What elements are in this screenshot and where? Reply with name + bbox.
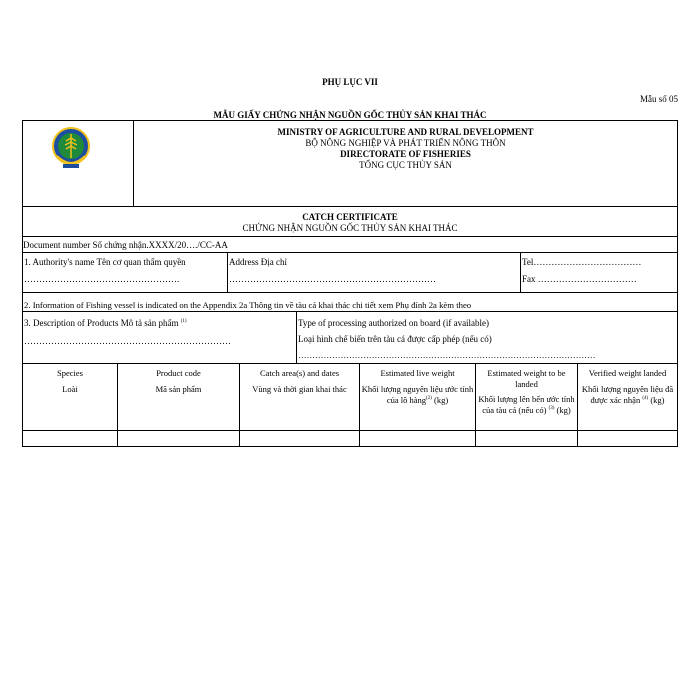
processing-type-label-vi: Loại hình chế biến trên tàu cá được cấp phép (nếu có) — [298, 334, 492, 344]
col-landed-weight-vi: Khối lượng lên bến ước tính của tàu cá (nếu có) $^{(3)}$ (kg) — [478, 394, 575, 415]
form-title: MẪU GIẤY CHỨNG NHẬN NGUỒN GỐC THỦY SẢN KHAI THÁC — [213, 110, 487, 120]
section3-divider — [296, 311, 297, 363]
products-description-label — [24, 318, 187, 328]
doc-number-bottom-line — [22, 252, 678, 253]
col-catch-area-en: Catch area(s) and dates — [259, 368, 340, 378]
fax-field[interactable]: Fax …………………………… — [522, 274, 637, 284]
header-bottom-line — [22, 206, 678, 207]
section2-bottom-line — [22, 311, 678, 312]
certificate-title-vi: CHỨNG NHẬN NGUỒN GỐC THỦY SẢN KHAI THÁC — [242, 223, 458, 233]
authority-divider — [227, 252, 228, 292]
certificate-bottom-line — [22, 236, 678, 237]
form-number: Mẫu số 05 — [640, 94, 678, 104]
footnote-1: (1) — [180, 319, 187, 324]
col-species-en: Species — [57, 368, 83, 378]
section1-bottom-line — [22, 292, 678, 293]
ministry-name-en: MINISTRY OF AGRICULTURE AND RURAL DEVELOPMENT — [277, 127, 534, 137]
processing-type-label-en: Type of processing authorized on board (if available) — [298, 318, 490, 328]
authority-field[interactable]: ……………………………………………. — [24, 274, 180, 284]
col-catch-area-vi: Vùng và thời gian khai thác — [252, 384, 347, 394]
form-border-right — [677, 120, 678, 446]
ministry-name-vi: BỘ NÔNG NGHIỆP VÀ PHÁT TRIỂN NÔNG THÔN — [305, 138, 506, 148]
col-product-code — [118, 368, 239, 395]
authority-label: 1. Authority's name Tên cơ quan thẩm quyền — [24, 257, 186, 267]
col-estimated-live-weight — [360, 368, 475, 406]
col-verified-weight-en: Verified weight landed — [588, 368, 667, 378]
col-verified-weight — [578, 368, 677, 406]
col-product-code-en: Product code — [156, 368, 201, 378]
products-label-text: 3. Description of Products Mô tả sản phẩm — [24, 318, 179, 328]
address-field[interactable]: …………………………………………………………… — [229, 274, 436, 284]
footnote-4: (4) — [642, 396, 649, 402]
footnote-3: (3) — [548, 406, 555, 412]
processing-type-field[interactable]: …………………………………………………………………………………………… — [298, 350, 596, 360]
vessel-info-note: 2. Information of Fishing vessel is indicated on the Appendix 2a Thông tin về tàu cá khai thác chi tiết xem Phụ đính 2a kèm theo — [24, 300, 472, 310]
col-verified-weight-vi: Khối lượng nguyên liệu đã được xác nhận $^{(4)}$ (kg) — [581, 384, 674, 405]
tel-field[interactable]: Tel……………………………… — [522, 257, 642, 267]
form-border-top — [22, 120, 678, 121]
table-bottom-line — [22, 446, 678, 447]
table-top-line — [22, 363, 678, 364]
table-row[interactable] — [23, 431, 677, 446]
products-description-field[interactable]: …………………………………………………………… — [24, 336, 231, 346]
document-number[interactable]: Document number Số chứng nhận.XXXX/20…./CC-AA — [23, 240, 228, 250]
col-product-code-vi: Mã sản phẩm — [155, 384, 202, 394]
col-catch-area — [240, 368, 359, 395]
certificate-title-en: CATCH CERTIFICATE — [302, 212, 398, 222]
directorate-name-vi: TỔNG CỤC THỦY SẢN — [359, 160, 452, 170]
form-border-left — [22, 120, 23, 446]
col-species — [23, 368, 117, 395]
directorate-name-en: DIRECTORATE OF FISHERIES — [340, 149, 471, 159]
address-divider — [520, 252, 521, 292]
ministry-logo — [51, 126, 91, 170]
col-landed-weight-en: Estimated weight to be landed — [487, 368, 566, 389]
col-estimated-landed-weight — [476, 368, 577, 416]
col-live-weight-en: Estimated live weight — [380, 368, 455, 378]
col-species-vi: Loài — [62, 384, 78, 394]
address-label: Address Địa chỉ — [229, 257, 287, 267]
footnote-2: (2) — [426, 396, 432, 402]
col-live-weight-vi: Khối lượng nguyên liệu ước tính của lô hàng$^{(2)}$ (kg) — [361, 384, 474, 405]
appendix-title: PHỤ LỤC VII — [322, 77, 378, 87]
